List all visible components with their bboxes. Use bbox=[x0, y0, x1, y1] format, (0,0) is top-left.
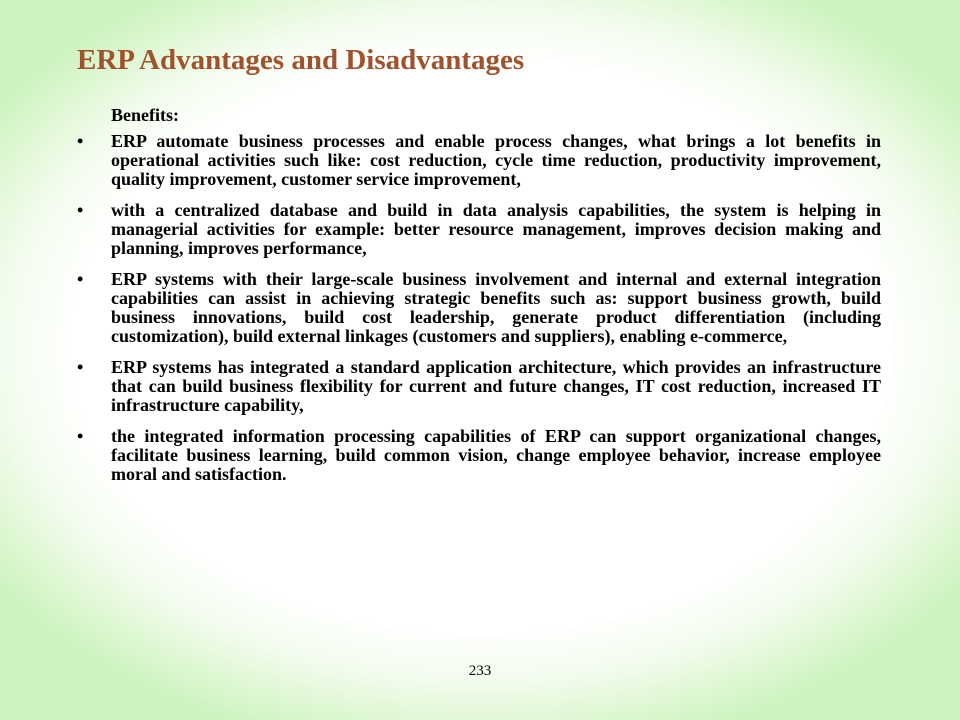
bullet-text: ERP automate business processes and enable process changes, what brings a lot benefits in operational activities such like: cost reduction, cycle time reduction, productivity improvement, quality improvement, customer service improvement, bbox=[111, 131, 881, 189]
bullet-text: the integrated information processing capabilities of ERP can support organizational changes, facilitate business learning, build common vision, change employee behavior, increase employee moral and satisfaction. bbox=[111, 426, 881, 484]
list-item bbox=[77, 358, 881, 415]
list-item bbox=[77, 427, 881, 484]
page-number: 233 bbox=[468, 663, 492, 679]
bullet-icon: • bbox=[77, 357, 84, 377]
benefits-heading: Benefits: bbox=[111, 105, 179, 125]
bullet-text: ERP systems has integrated a standard application architecture, which provides an infrastructure that can build business flexibility for current and future changes, IT cost reduction, increased IT infrastructure capability, bbox=[111, 357, 881, 415]
list-item bbox=[77, 132, 881, 189]
list-item bbox=[77, 201, 881, 258]
bullet-icon: • bbox=[77, 269, 84, 289]
slide-title: ERP Advantages and Disadvantages bbox=[77, 44, 525, 76]
list-item bbox=[77, 270, 881, 346]
bullet-icon: • bbox=[77, 200, 84, 220]
bullet-icon: • bbox=[77, 426, 84, 446]
bullet-text: with a centralized database and build in data analysis capabilities, the system is helping in managerial activities for example: better resource management, improves decision making and planning, improves performance, bbox=[111, 200, 881, 258]
bullet-icon: • bbox=[77, 131, 84, 151]
bullet-text: ERP systems with their large-scale business involvement and internal and external integration capabilities can assist in achieving strategic benefits such as: support business growth, build business innovations, build cost leadership, generate product differentiation (including customization), build external linkages (customers and suppliers), enabling e-commerce, bbox=[111, 269, 881, 346]
benefits-list bbox=[77, 132, 881, 496]
